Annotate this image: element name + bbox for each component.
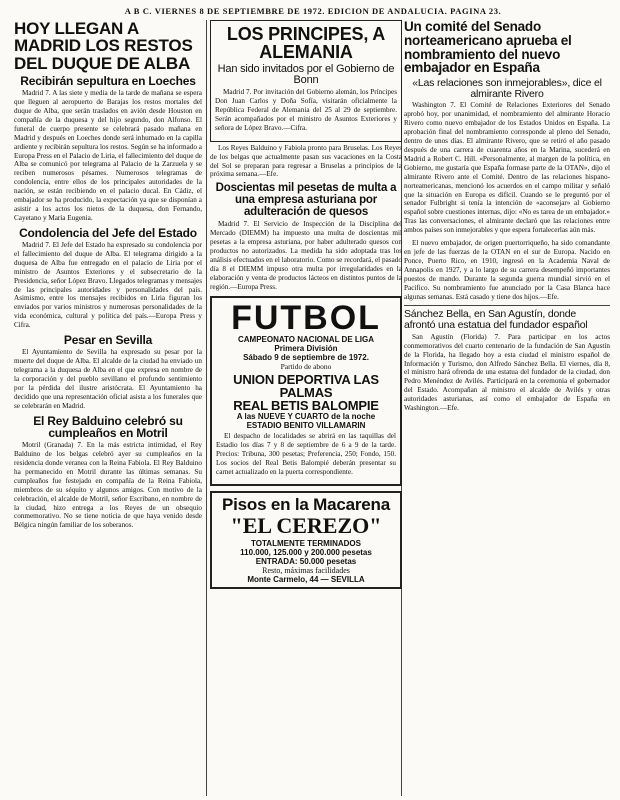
article-body: Washington 7. El Comité de Relaciones Exteriores del Senado aprobó hoy, por unanimidad, el nombramiento del almirante Horacio Rivero como nuevo embajador de los Estados Unidos en España. La aprobación final del nombramiento corresponde al pleno del Senado, dentro de unos días. El almirante Rivero, que se retiró el año pasado después de una carrera de cuarenta años en la Marina, sucederá en Madrid a Robert C. Hill. «Personalmente, al margen de la política, en Gobierno, me gustaría que España formase parte de la OTAN», dijo el almirante Rivero ante el Comité. Dentro de las relaciones hispano-norteamericanas, mencionó los acuerdos en el campo militar y señaló que la situación en Europa es difícil. Cuando se le preguntó por el senador Fulbright si tenía la intención de «aconsejar» al Gobierno español sobre cuestiones internas, dijo: «No es tarea de un embajador.» Tras las conversaciones, el almirante declaró que las relaciones entre ambos países son inmejorables y que espera fortalecerlas aún más. [404,101,610,235]
article-body: El Ayuntamiento de Sevilla ha expresado su pesar por la muerte del duque de Alba. El alcalde de la ciudad ha enviado un telegrama a la duquesa de Alba en el que expresa en nombre de la corporación y del pueblo sevillano el profundo sentimiento por la pérdida del ilustre aristócrata. El Ayuntamiento ha decidido que una representación oficial asista a los funerales que se celebrarán en Madrid. [14,348,202,410]
ad-brand: "EL CEREZO" [230,513,382,539]
subhead-sepultura: Recibirán sepultura en Loeches [20,73,196,88]
subhead-sevilla: Pesar en Sevilla [63,333,153,348]
ad-title: Pisos en la Macarena [222,495,390,514]
article-body: El nuevo embajador, de origen puertorriqueño, ha sido comandante en jefe de las fuerzas de la OTAN en el sur de Europa. Nacido en Ponce, Puerto Rico, en 1910, ingresó en la Academia Naval de Annapolis en 1927, y a lo largo de su carrera desempeñó importantes puestos de mando. Durante la segunda guerra mundial sirvió en el Pacífico. Su nombramiento fue anunciado por la Casa Blanca hace algunas semanas. Está casado y tiene dos hijos.—Efe. [404,239,610,301]
subhead-condolencia: Condolencia del Jefe del Estado [19,225,197,240]
article-body: Madrid 7. A las siete y media de la tarde de mañana se espera que lleguen al aeropuerto de Barajas los restos mortales del duque de Alba, que serán traslados en avión desde Houston en compañía de la duquesa y del hijo segundo, don Alfonso. El funeral de cuerpo presente se celebrará pasado mañana en Madrid y después en Loeches donde será inhumado en la capilla ardiente y recibirán sepultura los restos. Según se ha informado a Europa Press en el Palacio de Liria, el fallecimiento del duque de Alba se comunicó por telegrama al Palacio de la Zarzuela y se reciben numerosos pésames. Numerosos telegramas de condolencia, entre ellos de los principales autoridades de la nación, se están recibiendo en el palacio ducal. En Cádiz, el embajador se ha producido, la expectación ya que se disponían a asistir a los actos los nietos de la duquesa, don Fernando, Cayetano y María Eugenia. [14,89,202,222]
masthead: A B C. VIERNES 8 DE SEPTIEMBRE DE 1972. EDICION DE ANDALUCIA. PAGINA 23. [124,6,502,16]
futbol-abono: Partido de abono [280,361,332,371]
article-body: Madrid 7. El Jefe del Estado ha expresado su condolencia por el fallecimiento del duque de Alba. El telegrama dirigido a la duquesa de Alba fue entregado en el palacio de Liria por el ministro de Asuntos Exteriores y el subsecretario de la Presidencia, señor López Bravo. Llegados telegramas y mensajes de las principales autoridades y personalidades del país. Asimismo, entre los mensajes recibidos en Liria figuran los enviados por varios ministros y numerosas personalidades de la vida económica, cultural y política del país.—Europa Press y Cifra. [14,241,202,330]
column-rule [206,20,207,796]
futbol-date: Sábado 9 de septiembre de 1972. [243,352,369,362]
futbol-venue: ESTADIO BENITO VILLAMARIN [246,421,366,431]
ad-line: TOTALMENTE TERMINADOS [251,539,361,549]
column-middle [210,20,402,589]
subhead-sanchez-bella: Sánchez Bella, en San Agustín, donde afrontó una estatua del fundador español [404,308,588,332]
futbol-ad [210,296,402,486]
headline-senado: Un comité del Senado norteamericano aprueba el nombramiento del nuevo embajador en España [404,19,572,76]
headline-duque-alba: HOY LLEGAN A MADRID LOS RESTOS DEL DUQUE DE ALBA [14,19,193,73]
column-left [14,20,202,534]
article-body: San Agustín (Florida) 7. Para participar en los actos conmemorativos del cuarto centenario de la fundación de San Agustín de la Florida, ha llegado hoy a esta ciudad el ministro español de Información y Turismo, don Alfredo Sánchez Bella. El viernes, día 8, el ministro hará ofrenda de una estatua del fundador de la ciudad, don Pedro Menéndez de Avilés. Participará en la ceremonia el gobernador del Estado. Acompañan al ministro el alcalde de Avilés y otras autoridades asturianas, así como el embajador de España en Washington.—Efe. [404,332,610,413]
column-right [404,20,610,417]
ad-entrada: ENTRADA: 50.000 pesetas [255,557,357,567]
futbol-championship: CAMPEONATO NACIONAL DE LIGA [237,334,374,344]
macarena-ad [210,491,402,589]
futbol-team-away: REAL BETIS BALOMPIE [233,398,379,414]
ad-resto: Resto, máximas facilidades [262,566,350,576]
ad-prices: 110.000, 125.000 y 200.000 pesetas [240,548,372,558]
subhead-rivero: «Las relaciones son inmejorables», dice el almirante Rivero [412,77,602,100]
article-body: Madrid 7. El Servicio de Inspección de la Disciplina del Mercado (DIEMM) ha impuesto una multa de doscientas mil pesetas a la empresa asturiana, por haber adulterado quesos con productos no autorizados. La medida ha sido adoptada tras los análisis efectuados en el laboratorio. Como se recordará, el pasado día 8 el DIEMM impuso otra multa por irregularidades en la elaboración y venta de productos lácteos en distintos puntos de la región.—Europa Press. [210,220,402,291]
subhead-balduino: El Rey Balduino celebró su cumpleaños en Motril [33,413,183,440]
futbol-team-home: UNION DEPORTIVA LAS PALMAS [233,371,379,400]
article-body: Motril (Granada) 7. En la más estricta intimidad, el Rey Balduino de los belgas celebró ayer su cumpleaños en la residencia donde veranea con la Reina Fabiola. El Rey Balduino ha permanecido en Motril durante las últimas semanas. Su cumpleaños fue festejado en compañía de la Reina Fabiola, miembros de su séquito y algunos amigos. Con motivo de la celebración, el alcalde de Motril, señor Escribano, en nombre de la ciudad, hizo entrega a los Reyes de un obsequio conmemorativo. No se tiene noticia de que haya venido desde Bélgica ningún familiar de los soberanos. [14,441,202,530]
futbol-time: A las NUEVE Y CUARTO de la noche [236,412,376,422]
headline-multa: Doscientas mil pesetas de multa a una empresa asturiana por adulteración de quesos [215,182,397,218]
futbol-body: El despacho de localidades se abrirá en las taquillas del Estadio los días 7 y 8 de septiembre de 6 a 9 de la tarde. Precios: Tribuna, 300 pesetas; Preferencia, 250; Fondo, 150. Los socios del Real Betis Balompié deberán presentar su carnet actualizado en la puerta correspondiente. [216,432,396,477]
futbol-title: FUTBOL [231,298,381,337]
headline-principes: LOS PRINCIPES, A ALEMANIA [226,24,386,63]
article-body: Madrid 7. Por invitación del Gobierno alemán, los Príncipes Don Juan Carlos y Doña Sofía, visitarán oficialmente la República Federal de Alemania del 25 al 29 de septiembre. Serán acompañados por el ministro de Asuntos Exteriores y señora de López Bravo.—Cifra. [215,88,397,132]
principes-box [210,20,402,142]
article-body: Los Reyes Balduino y Fabiola pronto para Bruselas. Los Reyes de los belgas que actualmente pasan sus vacaciones en la Costa del Sol se preparan para regresar a Bruselas a principios de la próxima semana.—Efe. [210,143,402,179]
futbol-division: Primera División [274,343,338,353]
ad-address: Monte Carmelo, 44 — SEVILLA [247,575,365,585]
subhead-principes: Han sido invitados por el Gobierno de Bonn [217,62,395,86]
